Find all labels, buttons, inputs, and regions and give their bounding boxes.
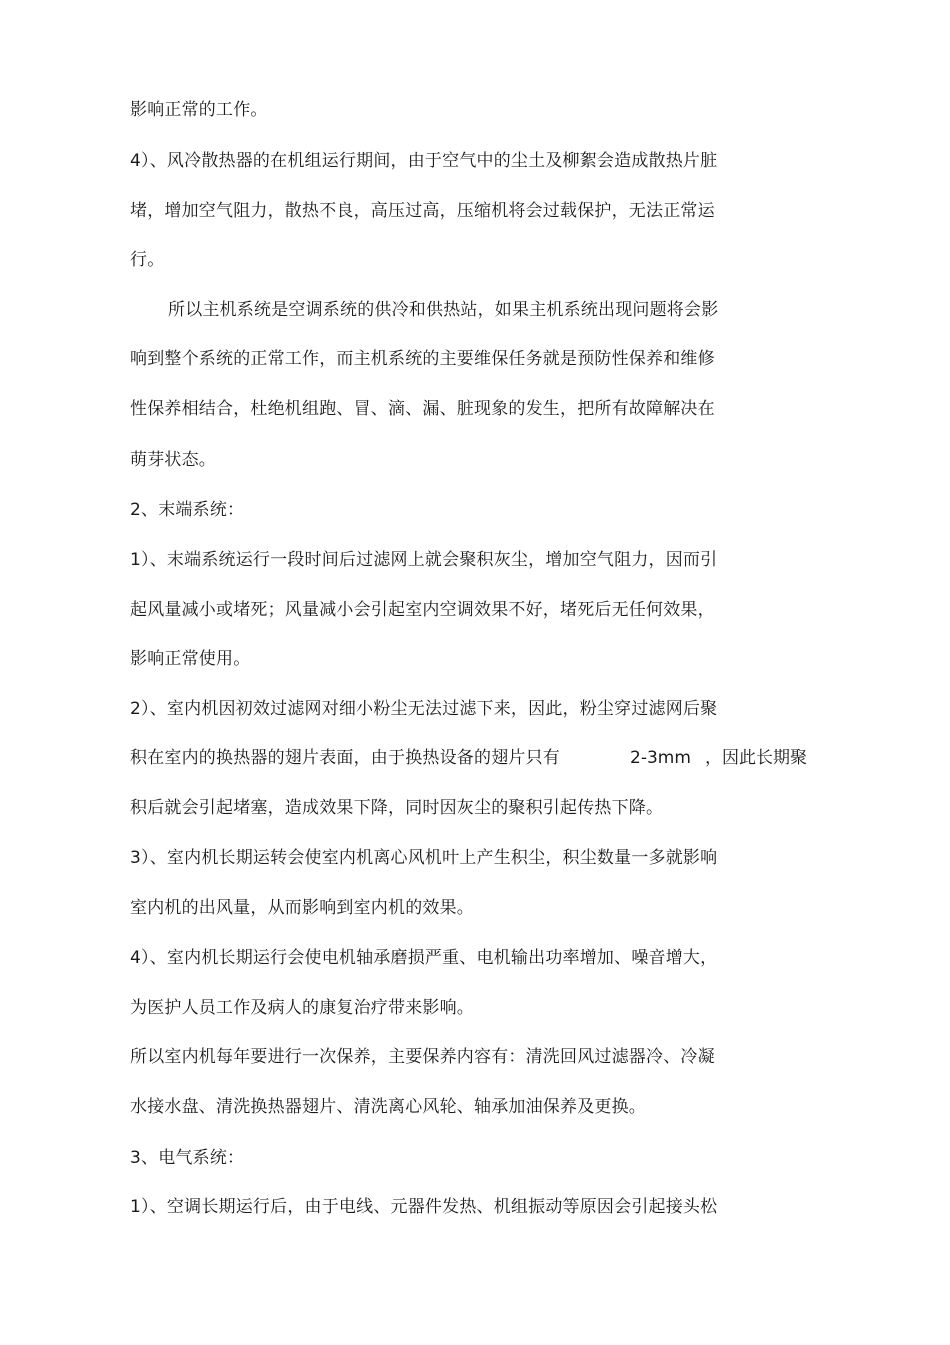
text-line: 3）、室内机长期运转会使室内机离心风机叶上产生积尘，积尘数量一多就影响 <box>130 848 718 868</box>
section-heading: 3、电气系统： <box>130 1148 245 1168</box>
text-line: 水接水盘、清洗换热器翅片、清洗离心风轮、轴承加油保养及更换。 <box>130 1097 646 1117</box>
text-line: 积在室内的换热器的翅片表面，由于换热设备的翅片只有 <box>130 748 560 768</box>
text-line: 室内机的出风量，从而影响到室内机的效果。 <box>130 898 474 918</box>
text-line: 所以主机系统是空调系统的供冷和供热站，如果主机系统出现问题将会影 <box>168 300 719 320</box>
fin-gap-value: 2-3mm <box>630 748 691 768</box>
text-line: 1）、末端系统运行一段时间后过滤网上就会聚积灰尘，增加空气阻力，因而引 <box>130 550 718 570</box>
text-line: 影响正常的工作。 <box>130 100 268 120</box>
text-line: 1）、空调长期运行后，由于电线、元器件发热、机组振动等原因会引起接头松 <box>130 1197 718 1217</box>
text-line-tail: ，因此长期聚 <box>705 748 807 768</box>
text-line: 积后就会引起堵塞，造成效果下降，同时因灰尘的聚积引起传热下降。 <box>130 798 664 818</box>
text-line: 为医护人员工作及病人的康复治疗带来影响。 <box>130 998 474 1018</box>
text-line: 堵，增加空气阻力，散热不良，高压过高，压缩机将会过载保护，无法正常运 <box>130 201 715 221</box>
text-line: 4）、室内机长期运行会使电机轴承磨损严重、电机输出功率增加、噪音增大， <box>130 948 718 968</box>
text-line: 性保养相结合，杜绝机组跑、冒、滴、漏、脏现象的发生，把所有故障解决在 <box>130 399 715 419</box>
text-line: 影响正常使用。 <box>130 649 251 669</box>
text-line: 2）、室内机因初效过滤网对细小粉尘无法过滤下来，因此，粉尘穿过滤网后聚 <box>130 699 718 719</box>
text-line: 萌芽状态。 <box>130 450 216 470</box>
section-heading: 2、末端系统： <box>130 500 245 520</box>
text-line: 所以室内机每年要进行一次保养，主要保养内容有：清洗回风过滤器冷、冷凝 <box>130 1047 715 1067</box>
text-line: 响到整个系统的正常工作，而主机系统的主要维保任务就是预防性保养和维修 <box>130 349 715 369</box>
text-line: 行。 <box>130 250 165 270</box>
text-line: 起风量减小或堵死；风量减小会引起室内空调效果不好，堵死后无任何效果， <box>130 600 715 620</box>
text-line: 4）、风冷散热器的在机组运行期间，由于空气中的尘土及柳絮会造成散热片脏 <box>130 151 718 171</box>
